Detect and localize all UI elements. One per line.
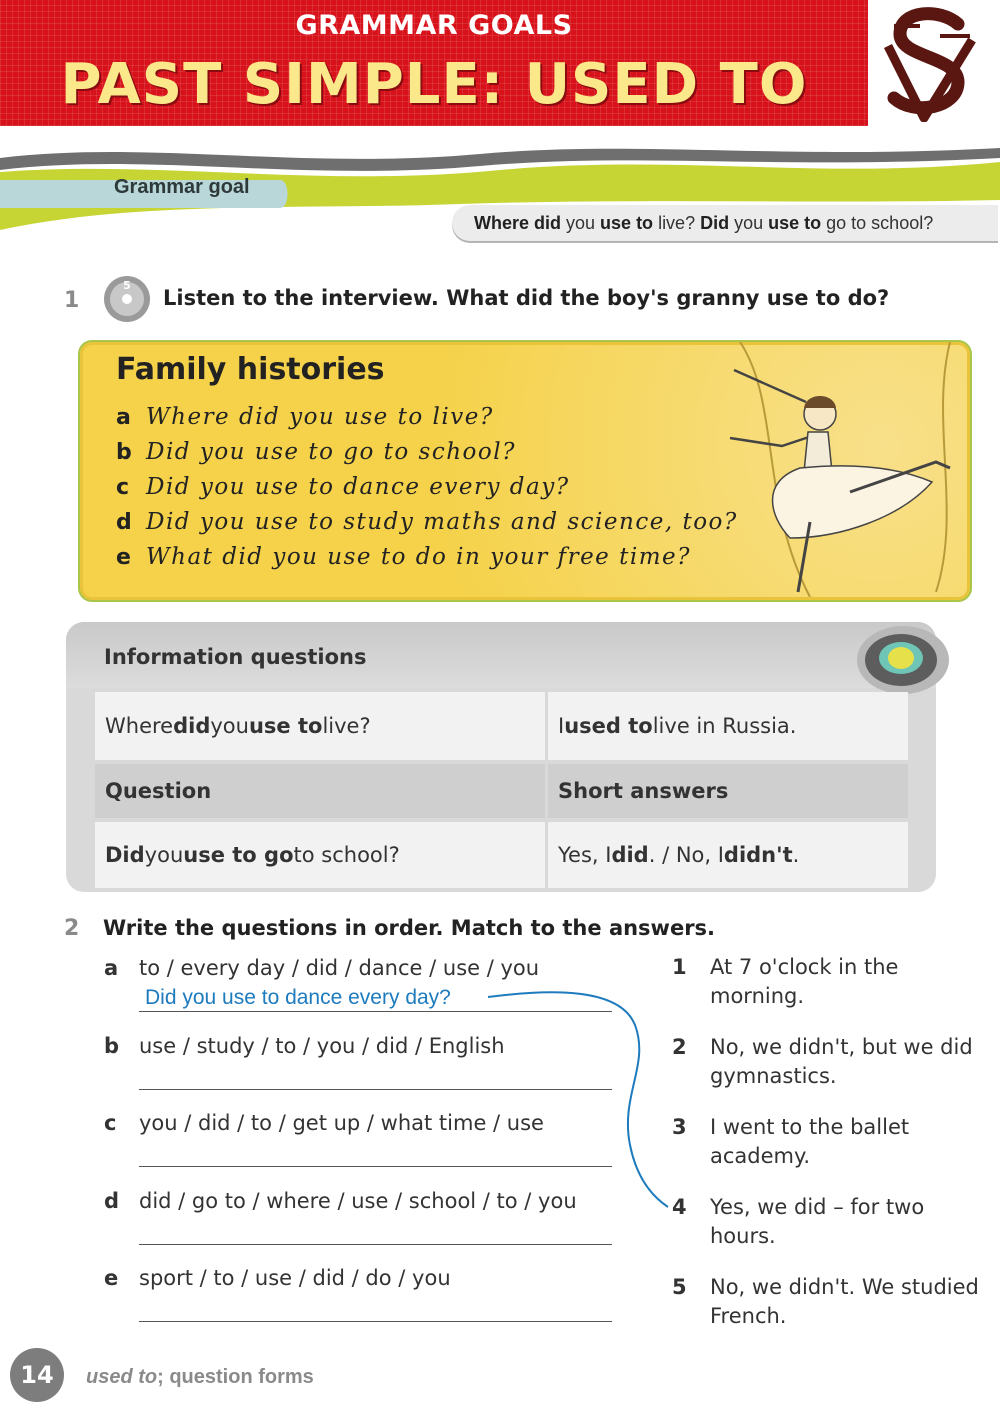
answer-text: No, we didn't, but we did gymnastics. bbox=[710, 1035, 973, 1088]
grammar-goal-example: Where did you use to live? Did you use to go to school? bbox=[452, 205, 998, 241]
question-letter: a bbox=[104, 956, 119, 980]
family-histories-title: Family histories bbox=[116, 352, 385, 387]
jumbled-question: you / did / to / get up / what time / use bbox=[139, 1111, 544, 1135]
question-letter: e bbox=[104, 1266, 119, 1290]
exercise-1-number: 1 bbox=[64, 288, 80, 313]
table-cell-short-answer: Yes, I did . / No, I didn't . bbox=[548, 822, 908, 888]
table-cell-answer-example: I used to live in Russia. bbox=[548, 692, 908, 760]
answer-text: At 7 o'clock in the morning. bbox=[710, 955, 899, 1008]
jumbled-question: to / every day / did / dance / use / you bbox=[139, 956, 540, 980]
grammar-table-title: Information questions bbox=[104, 645, 367, 669]
answer-text: I went to the ballet academy. bbox=[710, 1115, 910, 1168]
family-histories-item: b Did you use to go to school? bbox=[116, 439, 516, 465]
grammar-bullet-icon bbox=[855, 624, 951, 696]
banner-title: PAST SIMPLE: USED TO bbox=[60, 52, 808, 117]
exercise-2-number: 2 bbox=[64, 916, 80, 941]
audio-cd-icon[interactable] bbox=[102, 274, 152, 324]
exercise-1-instruction: Listen to the interview. What did the boy's granny use to do? bbox=[163, 286, 890, 310]
family-histories-item: a Where did you use to live? bbox=[116, 404, 494, 430]
table-cell-yesno-question: Did you use to go to school? bbox=[95, 822, 545, 888]
answer-line[interactable] bbox=[139, 1321, 612, 1322]
jumbled-question: sport / to / use / did / do / you bbox=[139, 1266, 451, 1290]
answer-number: 5 bbox=[672, 1275, 687, 1299]
jumbled-question: did / go to / where / use / school / to / you bbox=[139, 1189, 577, 1213]
match-line bbox=[470, 985, 690, 1215]
question-letter: d bbox=[104, 1189, 120, 1213]
table-header-question: Question bbox=[95, 764, 545, 818]
answer-number: 3 bbox=[672, 1115, 687, 1139]
answer-number: 2 bbox=[672, 1035, 687, 1059]
answer-number: 4 bbox=[672, 1195, 687, 1219]
grammar-goal-label: Grammar goal bbox=[114, 176, 250, 198]
answer-line[interactable] bbox=[139, 1244, 612, 1245]
question-letter: c bbox=[104, 1111, 117, 1135]
page-number-badge: 14 bbox=[10, 1348, 64, 1402]
answer-text: No, we didn't. We studied French. bbox=[710, 1275, 979, 1328]
answer-number: 1 bbox=[672, 955, 687, 979]
family-histories-item: c Did you use to dance every day? bbox=[116, 474, 570, 500]
ballerina-illustration bbox=[700, 342, 970, 597]
jumbled-question: use / study / to / you / did / English bbox=[139, 1034, 505, 1058]
exercise-2-instruction: Write the questions in order. Match to the answers. bbox=[103, 916, 716, 940]
audio-track-number: 5 bbox=[123, 279, 131, 292]
table-cell-question-example: Where did you use to live? bbox=[95, 692, 545, 760]
family-histories-item: e What did you use to do in your free time? bbox=[116, 544, 691, 570]
banner-subtitle: GRAMMAR GOALS bbox=[295, 10, 573, 41]
answer-text: Yes, we did – for two hours. bbox=[710, 1195, 925, 1248]
family-histories-item: d Did you use to study maths and science, too? bbox=[116, 509, 738, 535]
question-letter: b bbox=[104, 1034, 120, 1058]
table-header-short-answers: Short answers bbox=[548, 764, 908, 818]
page-topic: used to; question forms bbox=[86, 1366, 314, 1388]
sv-monogram-logo-icon bbox=[880, 6, 980, 122]
example-answer: Did you use to dance every day? bbox=[145, 986, 451, 1009]
